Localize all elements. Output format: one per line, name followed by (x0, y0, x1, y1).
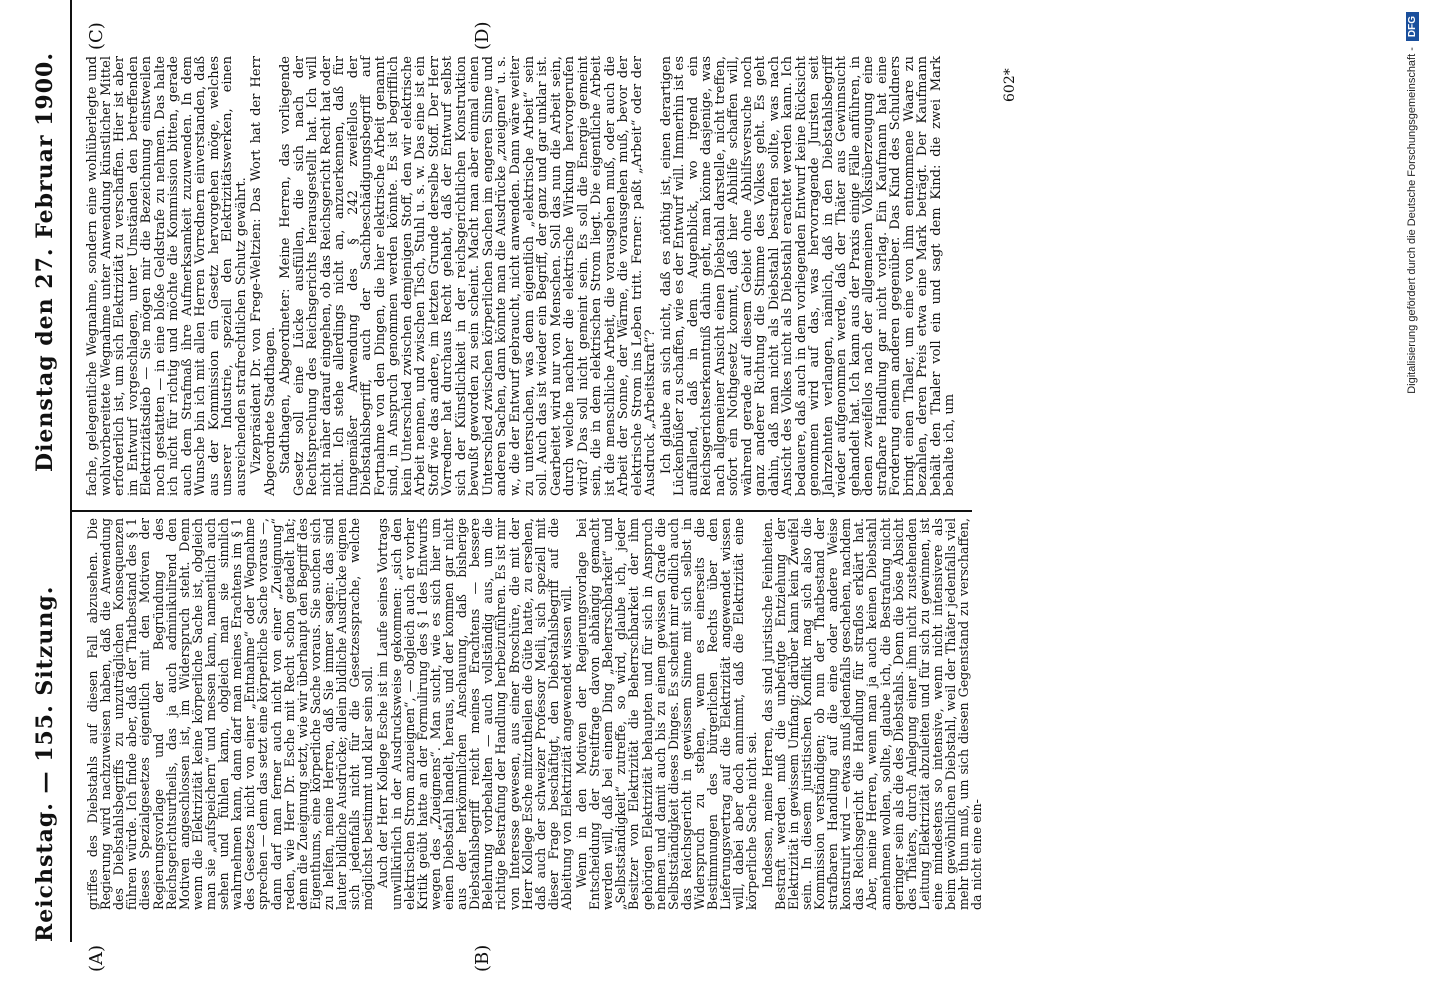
paragraph: Stadthagen, Abgeordneter: Meine Herren, das vorliegende Gesetz soll eine Lücke ausfüllen, die sich nach der Rechtsprechung des Reichsgerichts herausgestellt hat. Ich will nicht näher darauf eingehen, ob das Reichsgericht Recht hat oder nicht. Ich stehe allerdings nicht an, anzuerkennen, daß für fungemäßer Anwendung des § 242 zweifellos der Diebstahlsbegriff, auch der Sachbeschädigungsbegriff auf Fortnahme von den Dingen, die hier elektrische Arbeit genannt sind, in Anspruch genommen werden könnte. Es ist begrifflich kein Unterschied zwischen demjenigen Stoff, den wir elektrische Arbeit nennen, und zwischen Tisch, Stuhl u. s. w. Das eine ist ein Stoff wie das andere, im letzten Grunde derselbe Stoff. Der Herr Vorredner hat durchaus Recht gehabt, daß der Entwurf selbst sich der Künstlichkeit in der reichsgerichtlichen Konstruktion bewußt geworden zu sein scheint. Macht man aber einmal einen Unterschied zwischen körperlichen Sachen im engeren Sinne und anderen Sachen, dann könnte man die Ausdrücke „zueignen“ u. s. w., die der Entwurf gebraucht, nicht anwenden. Dann wäre weiter zu untersuchen, was denn eigentlich „elektrische Arbeit“ sein soll. Auch das ist wieder ein Begriff, der ganz und gar unklar ist. Gearbeitet wird nur von Menschen. Soll das nun die Arbeit sein, durch welche nachher die elektrische Wirkung hervorgerufen wird? Das soll nicht gemeint sein. Es soll die Energie gemeint sein, die in dem elektrischen Strom liegt. Die eigentliche Arbeit ist die menschliche Arbeit, die vorausgehen muß, oder auch die Arbeit der Sonne, der Wärme, die vorausgehen muß, bevor der elektrische Strom ins Leben tritt. Ferner: paßt „Arbeit“ oder der Ausdruck „Arbeitskraft“? (278, 56, 659, 496)
paragraph: Wenn in den Motiven der Regierungsvorlage bei Entscheidung der Streitfrage davon abhängig gemacht werden will, daß bei einem Ding „Beherrschbarkeit“ und „Selbstständigkeit“ zutreffe, so wird, glaube ich, jeder Besitzer von Elektrizität die Beherrschbarkeit der ihm gehörigen Elektrizität behaupten und für sich in Anspruch nehmen und damit auch bis zu einem gewissen Grade die Selbstständigkeit dieses Dinges. Es scheint mir endlich auch das Reichsgericht in gewissem Sinne mit sich selbst in Widerspruch zu stehen, wenn es einerseits die Bestimmungen des bürgerlichen Rechts über den Lieferungsvertrag auf die Elektrizität angewendet wissen will, dabei aber doch annimmt, daß die Elektrizität eine körperliche Sache nicht sei. (574, 518, 760, 910)
margin-marker-b: (B) (472, 944, 493, 972)
speaker-intro: Vizepräsident Dr. von Frege-Weltzien: Das Wort hat der Herr Abgeordnete Stadthagen. (249, 56, 278, 496)
left-text-column (86, 518, 985, 910)
column-divider (72, 510, 972, 512)
right-text-column (86, 56, 959, 496)
header-rule (70, 0, 72, 942)
margin-marker-d: (D) (472, 21, 493, 50)
margin-marker-c: (C) (86, 22, 107, 50)
rotated-page (12, 18, 1368, 982)
paragraph: griffes des Diebstahls auf diesen Fall abzusehen. Die Regierung wird nachzuweisen haben, daß die Anwendung des Diebstahlsbegriffs zu unzuträglichen Konsequenzen führen würde. Ich finde aber, daß der Thatbestand des § 1 dieses Spezialgesetzes eigentlich mit den Motiven der Regierungsvorlage und der Begründung des Reichsgerichtsurtheils, das ja auch adminikulirend den Motiven angeschlossen ist, im Widerspruch steht. Denn wenn die Elektrizität keine körperliche Sache ist, obgleich man sie „aufspeichern“ und messen kann, namentlich auch sehen und fühlen kann, obgleich man sie sinnlich wahrnehmen kann, dann darf man meines Erachtens im § 1 des Gesetzes nicht von einer „Entnahme“ oder Wegnahme sprechen — denn das setzt eine körperliche Sache voraus —, dann darf man ferner auch nicht von einer „Zueignung“ reden, wie Herr Dr. Esche mit Recht schon getadelt hat; denn die Zueignung setzt, wie wir überhaupt den Begriff des Eigenthums, eine körperliche Sache voraus. Sie suchen sich zu helfen, meine Herren, daß Sie immer sagen: das sind lauter bildliche Ausdrücke; allein bildliche Ausdrücke eignen sich jedenfalls nicht für die Gesetzessprache, welche möglichst bestimmt und klar sein soll. (85, 518, 376, 910)
header-left-title: Reichstag. — 155. Sitzung. (32, 585, 58, 942)
paragraph: Auch der Herr Kollege Esche ist im Laufe seines Vortrags unwillkürlich in der Ausdrucksweise gekommen: „sich den elektrischen Strom anzueignen“, — obgleich auch er vorher Kritik geübt hatte an der Formulirung des § 1 des Entwurfs wegen des „Zueignens“. Man sucht, wie es sich hier um einen Diebstahl handelt, heraus, und der kommen gar nicht aus der herkömmlichen Anschauung, daß bisherige Diebstahlsbegriff reicht meines Erachtens — bessere Belehrung vorbehalten — auch vollständig aus, um die richtige Bestrafung der Handlung herbeizuführen. Es ist mir von Interesse gewesen, aus einer Broschüre, die mit der Herr Kollege Esche mitzutheilen die Güte hatte, zu ersehen, daß auch der schweizer Professor Meili, sich speziell mit dieser Frage beschäftigt, den Diebstahlsbegriff auf die Ableitung von Elektrizität angewendet wissen will. (375, 518, 574, 910)
dfg-logo: DFG (1406, 12, 1419, 41)
margin-marker-a: (A) (86, 944, 107, 972)
page-header (26, 0, 66, 942)
credit-text: Digitalisierung gefördert durch die Deutsche Forschungsgemeinschaft - (1406, 47, 1418, 394)
paragraph: Indessen, meine Herren, das sind juristische Feinheiten. Bestraft werden muß die unbefugte Entziehung der Elektrizität in gewissem Umfang; darüber kann kein Zweifel sein. In diesem juristischen Konflikt mag sich also die Kommission verständigen; ob nun der Thatbestand der strafbaren Handlung auf die eine oder andere Weise konstruirt wird — etwas muß jedenfalls geschehen, nachdem das Reichsgericht die Handlung für straflos erklärt hat. Aber, meine Herren, wenn man ja auch keinen Diebstahl annehmen wollen, sollte, glaube ich, die Bestrafung nicht geringer sein als die des Diebstahls. Denn die böse Absicht des Thäters, durch Anlegung einer ihm nicht zustehenden Leitung Elektrizität abzuleiten und für sich zu gewinnen, ist eine mindestens so intensive, wenn nicht intensivere als beim gewöhnlichen Diebstahl, weil der Thäter jedenfalls viel mehr thun muß, um sich diesen Gegenstand zu verschaffen, da nicht eine ein- (759, 518, 985, 910)
paragraph: Ich glaube an sich nicht, daß es nöthig ist, einen derartigen Lückenbüßer zu schaffen, wie es der Entwurf will. Immerhin ist es auffallend, daß in dem Augenblick, wo irgend ein Reichsgerichtserkenntniß dahin geht, man könne dasjenige, was nach allgemeiner Ansicht einen Diebstahl darstelle, nicht treffen, sofort ein Nothgesetz kommt, daß hier Abhilfe schaffen will, während gerade auf diesem Gebiet ohne Abhilfsversuche noch ganz anderer Richtung die Stimme des Volkes geht. Es geht dahin, daß man nicht als Diebstahl bestrafen sollte, was nach Ansicht des Volkes nicht als Diebstahl erachtet werden kann. Ich bedauere, daß auch in dem vorliegenden Entwurf keine Rücksicht genommen wird auf das, was hervorragende Juristen seit Jahrzehnten verlangen, nämlich, daß in den Diebstahlsbegriff wieder aufgenommen werde, daß der Thäter aus Gewinnsucht gehandelt hat. Ich kann aus der Praxis einige Fälle anführen, in denen zweifellos nach der allgemeinen Volksüberzeugung eine strafbare Handlung gar nicht vorlag. Ein Kaufmann hat eine Forderung einem anderen gegenüber. Das Kind des Schuldners bringt einen Thaler, um eine von ihm entnommene Waare zu bezahlen, deren Preis etwa eine Mark beträgt. Der Kaufmann behält den Thaler voll ein und sagt dem Kind: die zwei Mark behalte ich, um (658, 56, 958, 496)
paragraph: fache, gelegentliche Wegnahme, sondern eine wohlüberlegte und wohlvorbereitete Wegnahme unter Anwendung künstlicher Mittel erforderlich ist, um sich Elektrizität zu verschaffen. Hier ist aber im Entwurf vorgeschlagen, unter Umständen den betreffenden Elektrizitätsdieb — Sie mögen mir die Bezeichnung einstweilen noch gestatten — in eine bloße Geldstrafe zu nehmen. Das halte ich nicht für richtig und möchte die Kommission bitten, gerade auch dem Strafmaß ihre Aufmerksamkeit zuzuwenden. In dem Wunsche bin ich mit allen Herren Vorrednern einverstanden, daß aus der Kommission ein Gesetz hervorgehen möge, welches unserer Industrie, speziell den Elektrizitätswerken, einen ausreichenden strafrechtlichen Schutz gewährt. (85, 56, 249, 496)
digitization-credit (1392, 12, 1432, 988)
footer-signature: 602* (1002, 68, 1018, 102)
header-date: Dienstag den 27. Februar 1900. (32, 51, 58, 472)
